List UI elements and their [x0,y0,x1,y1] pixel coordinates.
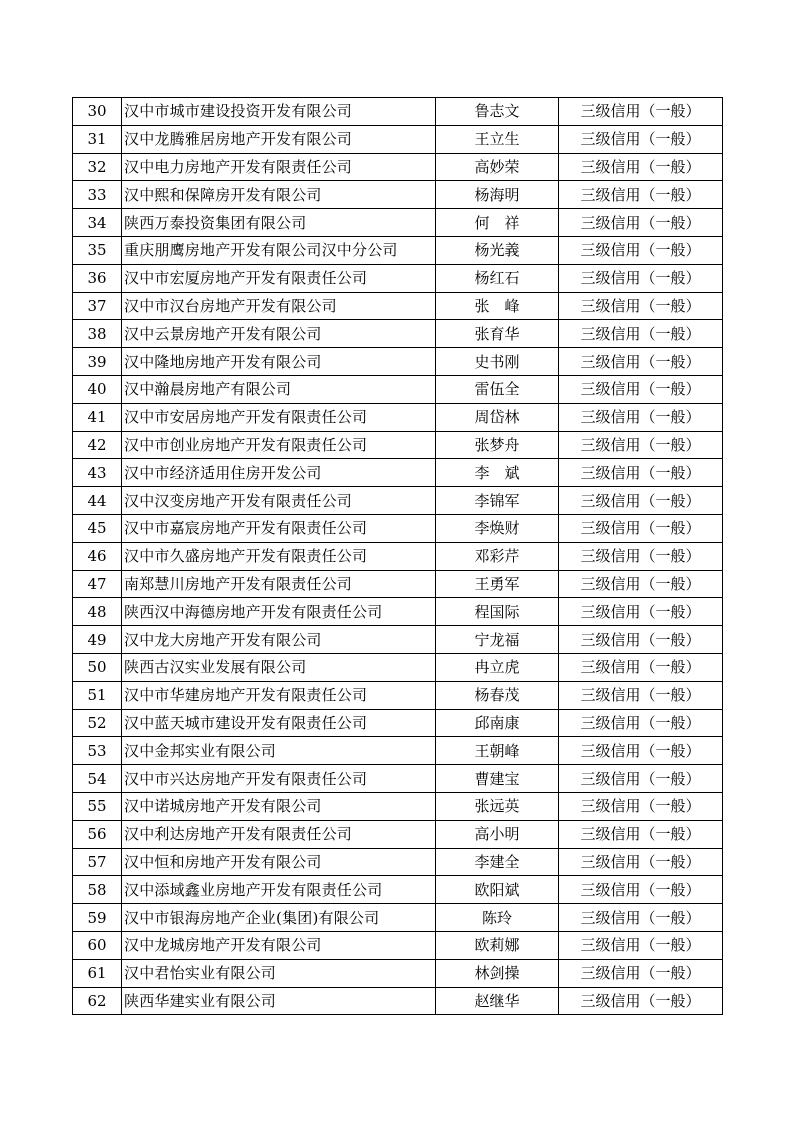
table-row [73,181,723,209]
company-name: 陕西华建实业有限公司 [122,987,436,1015]
row-number: 48 [73,598,122,626]
table-row [73,459,723,487]
company-name: 汉中熙和保障房开发有限公司 [122,181,436,209]
company-name: 陕西汉中海德房地产开发有限责任公司 [122,598,436,626]
row-number: 47 [73,570,122,598]
credit-rating: 三级信用（一般） [559,542,723,570]
credit-rating: 三级信用（一般） [559,209,723,237]
company-name: 汉中市久盛房地产开发有限责任公司 [122,542,436,570]
table-row [73,348,723,376]
row-number: 40 [73,375,122,403]
company-name: 汉中市华建房地产开发有限责任公司 [122,681,436,709]
company-name: 南郑慧川房地产开发有限责任公司 [122,570,436,598]
credit-rating: 三级信用（一般） [559,848,723,876]
legal-representative: 李焕财 [436,514,559,542]
credit-rating: 三级信用（一般） [559,403,723,431]
legal-representative: 王朝峰 [436,737,559,765]
credit-rating: 三级信用（一般） [559,653,723,681]
credit-rating: 三级信用（一般） [559,904,723,932]
table-row [73,959,723,987]
legal-representative: 曹建宝 [436,765,559,793]
row-number: 32 [73,153,122,181]
table-row [73,904,723,932]
company-name: 陕西古汉实业发展有限公司 [122,653,436,681]
credit-rating: 三级信用（一般） [559,598,723,626]
row-number: 57 [73,848,122,876]
legal-representative: 李建全 [436,848,559,876]
row-number: 49 [73,626,122,654]
row-number: 44 [73,487,122,515]
table-row [73,987,723,1015]
table-row [73,431,723,459]
company-name: 汉中市汉台房地产开发有限公司 [122,292,436,320]
credit-rating: 三级信用（一般） [559,98,723,126]
legal-representative: 杨红石 [436,264,559,292]
legal-representative: 周岱林 [436,403,559,431]
row-number: 36 [73,264,122,292]
legal-representative: 高小明 [436,820,559,848]
company-name: 汉中电力房地产开发有限责任公司 [122,153,436,181]
legal-representative: 李 斌 [436,459,559,487]
table-row [73,792,723,820]
table-row [73,236,723,264]
company-name: 汉中诺城房地产开发有限公司 [122,792,436,820]
company-name: 汉中龙大房地产开发有限公司 [122,626,436,654]
row-number: 61 [73,959,122,987]
table-row [73,848,723,876]
credit-rating: 三级信用（一般） [559,820,723,848]
row-number: 39 [73,348,122,376]
credit-rating: 三级信用（一般） [559,375,723,403]
row-number: 51 [73,681,122,709]
row-number: 56 [73,820,122,848]
table-row [73,820,723,848]
company-name: 陕西万泰投资集团有限公司 [122,209,436,237]
row-number: 54 [73,765,122,793]
credit-rating: 三级信用（一般） [559,459,723,487]
legal-representative: 杨春茂 [436,681,559,709]
company-name: 汉中市宏厦房地产开发有限责任公司 [122,264,436,292]
legal-representative: 鲁志文 [436,98,559,126]
credit-rating: 三级信用（一般） [559,153,723,181]
legal-representative: 王立生 [436,125,559,153]
row-number: 46 [73,542,122,570]
row-number: 55 [73,792,122,820]
table-row [73,681,723,709]
company-name: 汉中市经济适用住房开发公司 [122,459,436,487]
company-name: 汉中恒和房地产开发有限公司 [122,848,436,876]
row-number: 62 [73,987,122,1015]
company-name: 汉中市银海房地产企业(集团)有限公司 [122,904,436,932]
legal-representative: 宁龙福 [436,626,559,654]
company-name: 汉中君怡实业有限公司 [122,959,436,987]
company-name: 汉中龙城房地产开发有限公司 [122,931,436,959]
credit-rating: 三级信用（一般） [559,931,723,959]
row-number: 31 [73,125,122,153]
company-name: 汉中云景房地产开发有限公司 [122,320,436,348]
credit-rating: 三级信用（一般） [559,709,723,737]
company-name: 汉中蓝天城市建设开发有限责任公司 [122,709,436,737]
legal-representative: 王勇军 [436,570,559,598]
row-number: 52 [73,709,122,737]
legal-representative: 杨海明 [436,181,559,209]
legal-representative: 欧莉娜 [436,931,559,959]
table-row [73,292,723,320]
company-name: 汉中隆地房地产开发有限公司 [122,348,436,376]
legal-representative: 雷伍全 [436,375,559,403]
company-name: 汉中市兴达房地产开发有限责任公司 [122,765,436,793]
company-name: 汉中市创业房地产开发有限责任公司 [122,431,436,459]
table-row [73,403,723,431]
company-name: 汉中汉变房地产开发有限责任公司 [122,487,436,515]
credit-rating: 三级信用（一般） [559,626,723,654]
credit-rating: 三级信用（一般） [559,181,723,209]
credit-rating: 三级信用（一般） [559,431,723,459]
credit-rating: 三级信用（一般） [559,737,723,765]
row-number: 30 [73,98,122,126]
credit-rating: 三级信用（一般） [559,765,723,793]
table-row [73,487,723,515]
legal-representative: 邱南康 [436,709,559,737]
table-row [73,375,723,403]
table-row [73,153,723,181]
table-row [73,264,723,292]
legal-representative: 程国际 [436,598,559,626]
legal-representative: 赵继华 [436,987,559,1015]
credit-rating: 三级信用（一般） [559,264,723,292]
company-name: 汉中市安居房地产开发有限责任公司 [122,403,436,431]
credit-rating: 三级信用（一般） [559,876,723,904]
table-row [73,737,723,765]
legal-representative: 邓彩芹 [436,542,559,570]
company-name: 汉中添域鑫业房地产开发有限责任公司 [122,876,436,904]
company-name: 汉中金邦实业有限公司 [122,737,436,765]
table-row [73,709,723,737]
table-body [73,98,723,1015]
company-name: 汉中瀚晨房地产有限公司 [122,375,436,403]
legal-representative: 高妙荣 [436,153,559,181]
row-number: 35 [73,236,122,264]
legal-representative: 张远英 [436,792,559,820]
table-row [73,98,723,126]
table-row [73,598,723,626]
company-name: 汉中市嘉宸房地产开发有限责任公司 [122,514,436,542]
legal-representative: 杨光義 [436,236,559,264]
row-number: 53 [73,737,122,765]
row-number: 34 [73,209,122,237]
row-number: 45 [73,514,122,542]
company-name: 重庆朋鹰房地产开发有限公司汉中分公司 [122,236,436,264]
table-row [73,626,723,654]
row-number: 38 [73,320,122,348]
credit-rating-table [72,97,723,1015]
credit-rating: 三级信用（一般） [559,487,723,515]
row-number: 33 [73,181,122,209]
table-row [73,542,723,570]
table-row [73,876,723,904]
credit-rating: 三级信用（一般） [559,348,723,376]
row-number: 41 [73,403,122,431]
table-row [73,125,723,153]
credit-rating: 三级信用（一般） [559,570,723,598]
credit-rating: 三级信用（一般） [559,792,723,820]
legal-representative: 张梦舟 [436,431,559,459]
row-number: 58 [73,876,122,904]
company-name: 汉中市城市建设投资开发有限公司 [122,98,436,126]
legal-representative: 欧阳斌 [436,876,559,904]
row-number: 59 [73,904,122,932]
row-number: 50 [73,653,122,681]
legal-representative: 张 峰 [436,292,559,320]
table-row [73,570,723,598]
legal-representative: 陈玲 [436,904,559,932]
credit-rating: 三级信用（一般） [559,959,723,987]
legal-representative: 史书刚 [436,348,559,376]
legal-representative: 冉立虎 [436,653,559,681]
credit-rating: 三级信用（一般） [559,236,723,264]
row-number: 37 [73,292,122,320]
row-number: 42 [73,431,122,459]
credit-rating: 三级信用（一般） [559,681,723,709]
company-name: 汉中龙腾雅居房地产开发有限公司 [122,125,436,153]
table-row [73,514,723,542]
row-number: 43 [73,459,122,487]
legal-representative: 何 祥 [436,209,559,237]
legal-representative: 林剑操 [436,959,559,987]
credit-rating: 三级信用（一般） [559,125,723,153]
table-row [73,320,723,348]
table-row [73,653,723,681]
credit-rating: 三级信用（一般） [559,292,723,320]
row-number: 60 [73,931,122,959]
credit-rating: 三级信用（一般） [559,987,723,1015]
table-row [73,209,723,237]
legal-representative: 李锦军 [436,487,559,515]
table-row [73,931,723,959]
company-name: 汉中利达房地产开发有限责任公司 [122,820,436,848]
legal-representative: 张育华 [436,320,559,348]
credit-rating: 三级信用（一般） [559,320,723,348]
table-row [73,765,723,793]
credit-rating: 三级信用（一般） [559,514,723,542]
